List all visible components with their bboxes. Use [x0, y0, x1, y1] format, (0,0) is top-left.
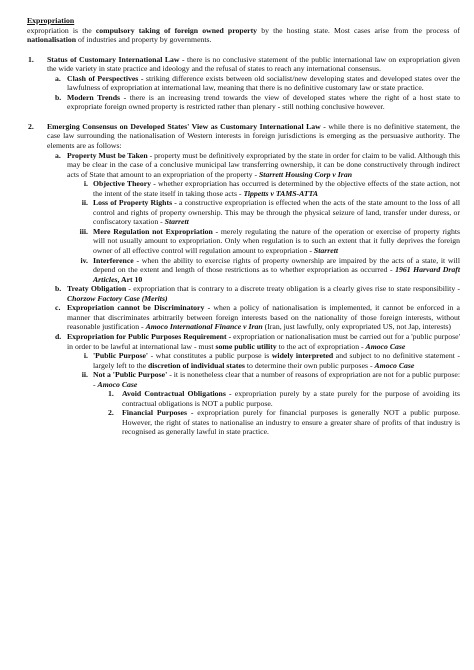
section-2-body: Emerging Consensus on Developed States' View as Customary International Law - while there is no definitive statement, the case law surrounding the nationalisation of Western interests in foreign jurisdictions is emerging as the persuasive authority. The elements are as follows: [47, 121, 460, 151]
section-2a-ii: ii. Loss of Property Rights - a constructive expropriation is effected when the acts of the state amount to the loss of all control and rights of property ownership. This may be through the physical seizure of land, transfer under duress, or confiscatory taxation - Starrett [81, 198, 461, 227]
intro-paragraph: expropriation is the compulsory taking of foreign owned property by the hosting state. Most cases arise from the process of nationalisation of industries and property by governments. [27, 25, 460, 45]
section-1a: a. Clash of Perspectives - striking difference exists between old socialist/new developing states and developed states over the lawfulness of expropriation at international law, meaning that there is no definitive customary law or state practice. [55, 73, 461, 93]
page-title: Expropriation [27, 16, 75, 25]
section-1-body: Status of Customary International Law - there is no conclusive statement of the public international law on expropriation given the wide variety in state practice and ideology and the refusal of states to reach any international consensus. [47, 54, 460, 74]
section-2a-iv: iv. Interference - when the ability to exercise rights of property ownership are impaired by the acts of a state, it will depend on the extent and length of those restrictions as to whether expropriation as occurred - 1961 Harvard Draft Articles, Art 10 [80, 255, 460, 284]
section-2: 2. Emerging Consensus on Developed States' View as Customary International Law - while there is no definitive statement, the case law surrounding the nationalisation of Western interests in foreign jurisdictions is emerging as the persuasive authority. The elements are as follows: a. Property Must be Taken - property must be definitively expropriated by the state in order for claim to be valid. Although this may be clear in the case of a conclusive municipal law transferring ownership, it can be done constructively through indirect acts of State that amount to an expropriation of the property - Starrett Housing Corp v Iran i. Objective Theory - whether expropriation has occurred is determined by the objective effects of the state action, not the intent of the state itself in taking those acts - Tippetts v TAMS-ATTA ii. Loss of Property Rights - a constructive expropriation is effected when the acts of the state amount to the loss of all control and rights of property ownership. This may be through the physical seizure of land, transfer under duress, or confiscatory taxation - Starrett iii. Mere Regulation not Expropriation - merely regulating the nature of the operation or exercise of property rights will not usually amount to expropriation. Only when regulation is to such an extent that it fully deprives the foreign owner of all effective control will regulation amount to expropriation - Starrett iv. Interference - when the ability to exercise rights of property ownership are impaired by the acts of a state, it will depend on the extent and length of those restrictions as to whether expropriation as occurred - 1961 Harvard Draft Articles, Art 10 b. Treaty Obligation - expropriation that is contrary to a discrete treaty obligation is a clearly gives rise to state responsibility - Chorzow Factory Case (Merits) c. Expropriation cannot be Discriminatory - when a policy of nationalisation is implemented, it cannot be enforced in a manner that discriminates arbitrarily between foreign interests based on the nationality of those foreign interests, without reasonable justification - Amoco International Finance v Iran (Iran, just lawfully, only expropriated US, not Jap, interests) d. Expropriation for Public Purposes Requirement - expropriation or nationalisation must be carried out for a 'public purpose' in order to be lawful at international law - must some public utility to the act of expropriation - Amoco Case i. 'Public Purpose' - what constitutes a public purpose is widely interpreted and subject to no definitive statement - largely left to the discretion of individual states to determine their own public purposes - Amoco Case ii. Not a 'Public Purpose' - it is nonetheless clear that a number of reasons of expropriation are not for a public purpose: - Amoco Case 1. Avoid Contractual Obligations - expropriation purely by a state purely for the purpose of avoiding its contractual obligations is NOT a public purpose. 2. Financial Purposes - expropriation purely for financial purposes is generally NOT a public purpose. However, the right of states to nationalise an industry to ensure a greater share of profits of that industry is recognised as generally lawful in state practice. [28, 121, 461, 437]
section-2a-iii: iii. Mere Regulation not Expropriation - merely regulating the nature of the operation or exercise of property rights will not usually amount to expropriation. Only when regulation is to such an extent that it fully deprives the foreign owner of all effective control will regulation amount to expropriation - Starrett [79, 226, 460, 256]
section-1: 1. Status of Customary International Law - there is no conclusive statement of the public international law on expropriation given the wide variety in state practice and ideology and the refusal of states to reach any international consensus. a. Clash of Perspectives - striking difference exists between old socialist/new developing states and developed states over the lawfulness of expropriation at international law, meaning that there is no definitive customary law or state practice. b. Modern Trends - there is an increasing trend towards the view of developed states where the right of a host state to expropriate foreign owned property is restricted rather than plenary - still nothing conclusive however. [28, 54, 461, 112]
section-2d-ii-1: 1. Avoid Contractual Obligations - expropriation purely by a state purely for the purpose of avoiding its contractual obligations is NOT a public purpose. [108, 389, 460, 408]
section-2c: c. Expropriation cannot be Discriminatory - when a policy of nationalisation is implemented, it cannot be enforced in a manner that discriminates arbitrarily between foreign interests based on the nationality of those foreign interests, without reasonable justification - Amoco International Finance v Iran (Iran, just lawfully, only expropriated US, not Jap, interests) [55, 303, 460, 332]
section-2a-i: i. Objective Theory - whether expropriation has occurred is determined by the objective effects of the state action, not the intent of the state itself in taking those acts - Tippetts v TAMS-ATTA [83, 179, 460, 198]
section-2d-ii-2: 2. Financial Purposes - expropriation purely for financial purposes is generally NOT a public purpose. However, the right of states to nationalise an industry to ensure a greater share of profits of that industry is recognised as generally lawful in state practice. [108, 408, 460, 437]
section-2d: d. Expropriation for Public Purposes Requirement - expropriation or nationalisation must be carried out for a 'public purpose' in order to be lawful at international law - must some public utility to the act of expropriation - Amoco Case i. 'Public Purpose' - what constitutes a public purpose is widely interpreted and subject to no definitive statement - largely left to the discretion of individual states to determine their own public purposes - Amoco Case ii. Not a 'Public Purpose' - it is nonetheless clear that a number of reasons of expropriation are not for a public purpose: - Amoco Case 1. Avoid Contractual Obligations - expropriation purely by a state purely for the purpose of avoiding its contractual obligations is NOT a public purpose. 2. Financial Purposes - expropriation purely for financial purposes is generally NOT a public purpose. However, the right of states to nationalise an industry to ensure a greater share of profits of that industry is recognised as generally lawful in state practice. [55, 331, 460, 437]
section-1b: b. Modern Trends - there is an increasing trend towards the view of developed states where the right of a host state to expropriate foreign owned property is restricted rather than plenary - still nothing conclusive however. [55, 92, 460, 112]
section-2d-ii: ii. Not a 'Public Purpose' - it is nonetheless clear that a number of reasons of expropriation are not for a public purpose: - Amoco Case 1. Avoid Contractual Obligations - expropriation purely by a state purely for the purpose of avoiding its contractual obligations is NOT a public purpose. 2. Financial Purposes - expropriation purely for financial purposes is generally NOT a public purpose. However, the right of states to nationalise an industry to ensure a greater share of profits of that industry is recognised as generally lawful in state practice. [81, 370, 460, 437]
section-2a: a. Property Must be Taken - property must be definitively expropriated by the state in order for claim to be valid. Although this may be clear in the case of a conclusive municipal law transferring ownership, it can be done constructively through indirect acts of State that amount to an expropriation of the property - Starrett Housing Corp v Iran i. Objective Theory - whether expropriation has occurred is determined by the objective effects of the state action, not the intent of the state itself in taking those acts - Tippetts v TAMS-ATTA ii. Loss of Property Rights - a constructive expropriation is effected when the acts of the state amount to the loss of all control and rights of property ownership. This may be through the physical seizure of land, transfer under duress, or confiscatory taxation - Starrett iii. Mere Regulation not Expropriation - merely regulating the nature of the operation or exercise of property rights will not usually amount to expropriation. Only when regulation is to such an extent that it fully deprives the foreign owner of all effective control will regulation amount to expropriation - Starrett iv. Interference - when the ability to exercise rights of property ownership are impaired by the acts of a state, it will depend on the extent and length of those restrictions as to whether expropriation as occurred - 1961 Harvard Draft Articles, Art 10 [55, 150, 461, 284]
section-2b: b. Treaty Obligation - expropriation that is contrary to a discrete treaty obligation is a clearly gives rise to state responsibility - Chorzow Factory Case (Merits) [55, 284, 461, 303]
section-2d-i: i. 'Public Purpose' - what constitutes a public purpose is widely interpreted and subject to no definitive statement - largely left to the discretion of individual states to determine their own public purposes - Amoco Case [83, 351, 460, 370]
